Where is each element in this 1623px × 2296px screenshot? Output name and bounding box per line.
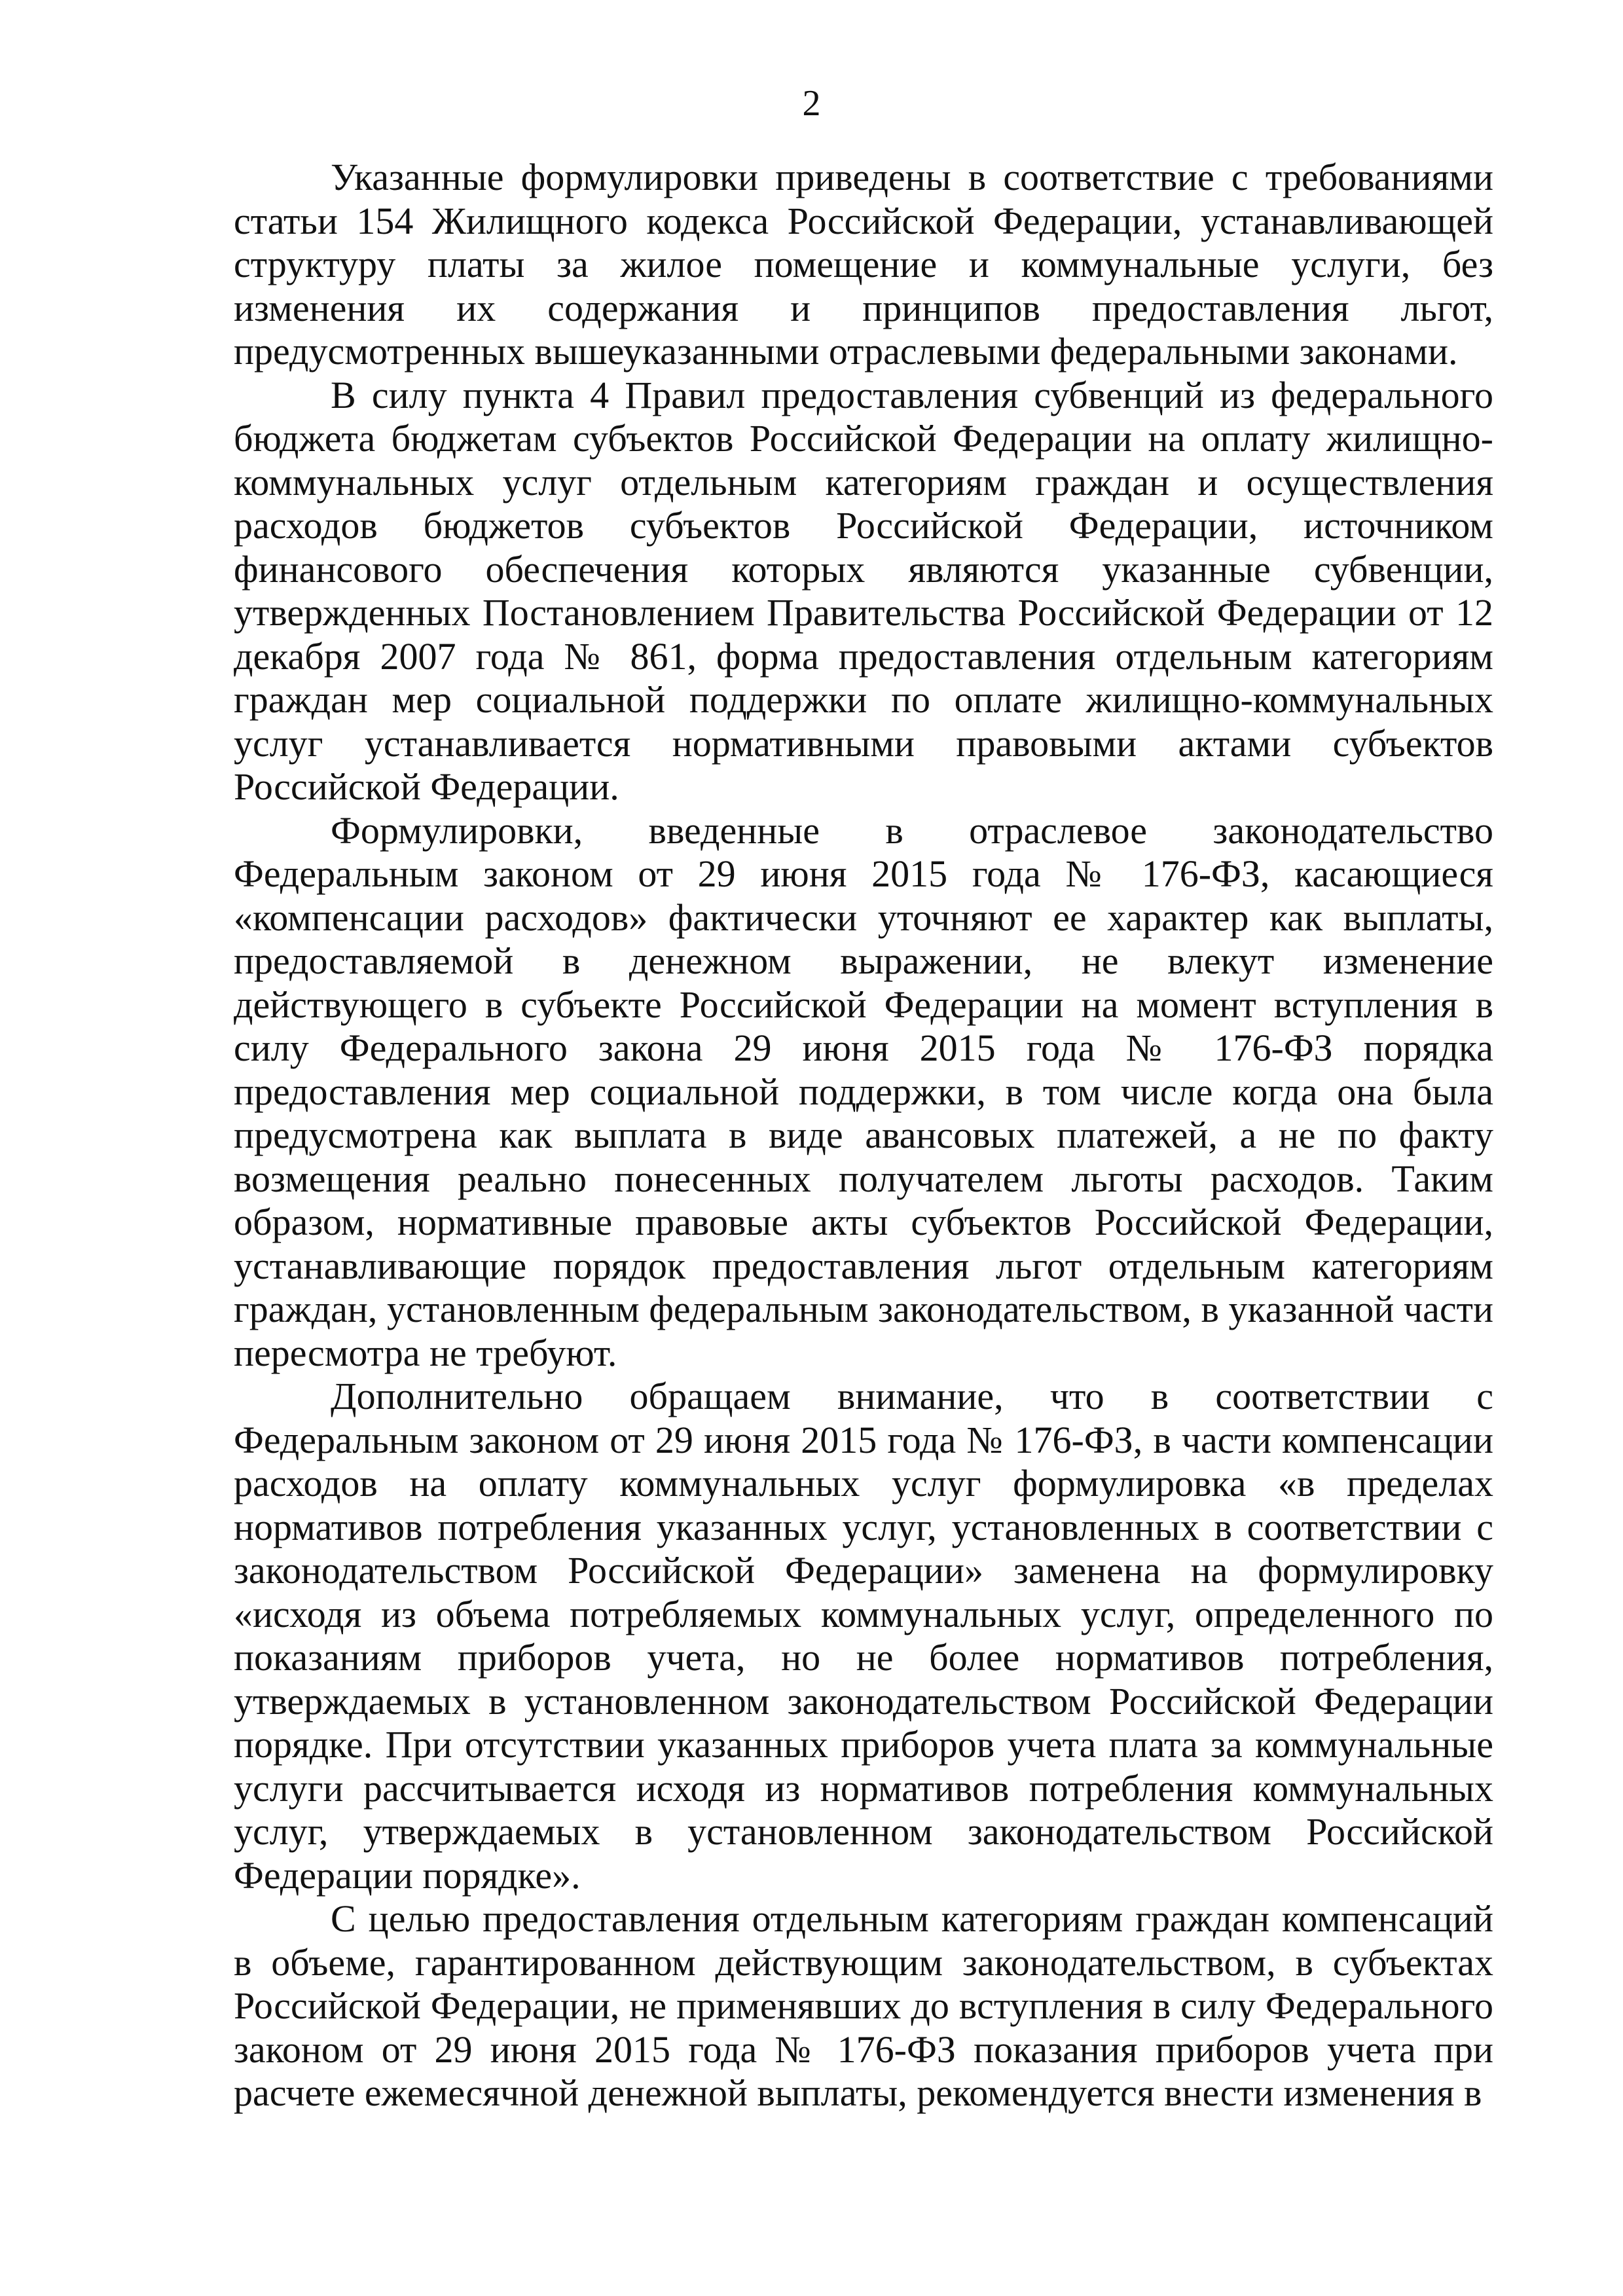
paragraph-additional-attention: Дополнительно обращаем внимание, что в соответствии с Федеральным законом от 29 июня 2015 года № 176-ФЗ, в части компенсации расходов на оплату коммунальных услуг формулировка «в пределах нормативов потребления указанных услуг, установленных в соответствии с законодательством Российской Федерации» заменена на формулировку «исходя из объема потребляемых коммунальных услуг, определенного по показаниям приборов учета, но не более нормативов потребления, утверждаемых в установленном законодательством Российской Федерации порядке. При отсутствии указанных приборов учета плата за коммунальные услуги рассчитывается исходя из нормативов потребления коммунальных услуг, утверждаемых в установленном законодательством Российской Федерации порядке». [234,1375,1493,1897]
paragraph-formulations: Указанные формулировки приведены в соответствие с требованиями статьи 154 Жилищного кодекса Российской Федерации, устанавливающей структуру платы за жилое помещение и коммунальные услуги, без изменения их содержания и принципов предоставления льгот, предусмотренных вышеуказанными отраслевыми федеральными законами. [234,156,1493,373]
page-number: 2 [802,83,821,124]
paragraph-compensation-wording: Формулировки, введенные в отраслевое законодательство Федеральным законом от 29 июня 2015 года № 176-ФЗ, касающиеся «компенсации расходов» фактически уточняют ее характер как выплаты, предоставляемой в денежном выражении, не влекут изменение действующего в субъекте Российской Федерации на момент вступления в силу Федерального закона 29 июня 2015 года № 176-ФЗ порядка предоставления мер социальной поддержки, в том числе когда она была предусмотрена как выплата в виде авансовых платежей, а не по факту возмещения реально понесенных получателем льготы расходов. Таким образом, нормативные правовые акты субъектов Российской Федерации, устанавливающие порядок предоставления льгот отдельным категориям граждан, установленным федеральным законодательством, в указанной части пересмотра не требуют. [234,809,1493,1374]
document-body [234,156,1493,2115]
paragraph-recommendation: С целью предоставления отдельным категориям граждан компенсаций в объеме, гарантированном действующим законодательством, в субъектах Российской Федерации, не применявших до вступления в силу Федерального законом от 29 июня 2015 года № 176-ФЗ показания приборов учета при расчете ежемесячной денежной выплаты, рекомендуется внести изменения в [234,1897,1493,2114]
paragraph-subvention-rules: В силу пункта 4 Правил предоставления субвенций из федерального бюджета бюджетам субъектов Российской Федерации на оплату жилищно-коммунальных услуг отдельным категориям граждан и осуществления расходов бюджетов субъектов Российской Федерации, источником финансового обеспечения которых являются указанные субвенции, утвержденных Постановлением Правительства Российской Федерации от 12 декабря 2007 года № 861, форма предоставления отдельным категориям граждан мер социальной поддержки по оплате жилищно-коммунальных услуг устанавливается нормативными правовыми актами субъектов Российской Федерации. [234,373,1493,808]
